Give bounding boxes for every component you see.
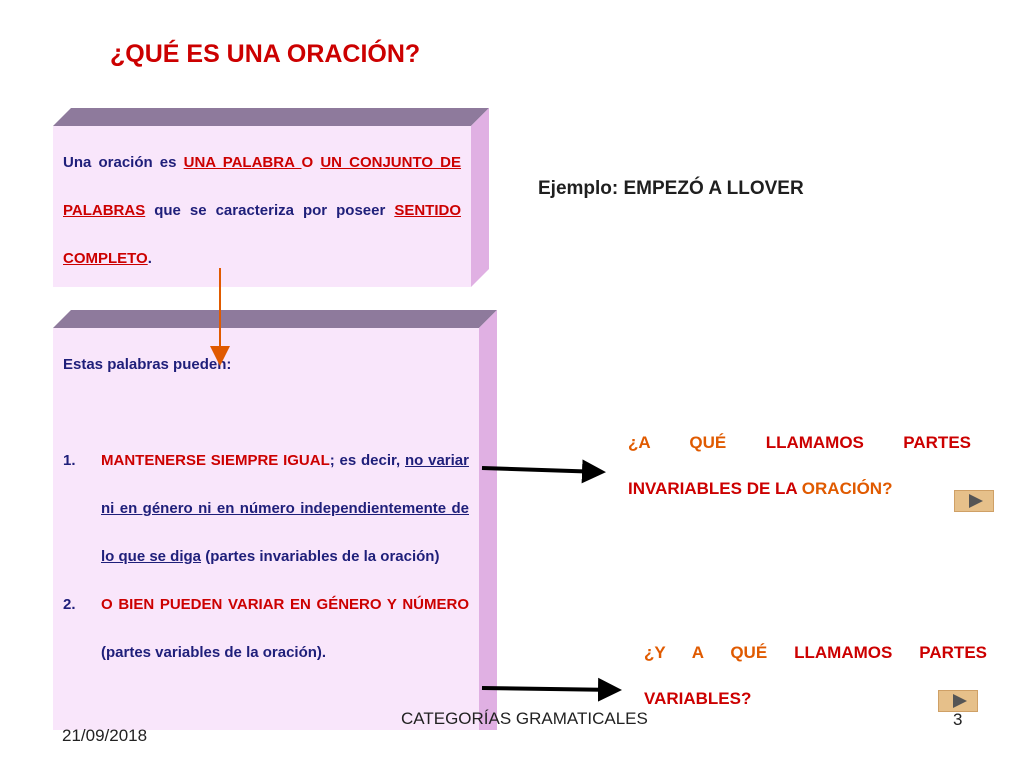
question-variables: ¿Y A QUÉ LLAMAMOS PARTES VARIABLES?	[644, 643, 987, 708]
box1-side-bevel	[471, 108, 489, 287]
explanation-list	[63, 437, 469, 677]
un-conjunto-text: UN CONJUNTO DE PALABRAS	[63, 154, 462, 219]
box2-top-bevel	[53, 310, 497, 328]
definition-box	[53, 126, 471, 287]
play-icon	[969, 494, 983, 508]
explanation-intro: Estas palabras pueden:	[63, 356, 232, 373]
footer-title: CATEGORÍAS GRAMATICALES	[401, 709, 648, 728]
sentido-completo-text: SENTIDO COMPLETO	[63, 202, 461, 267]
play-icon	[953, 694, 967, 708]
page-number: 3	[953, 710, 963, 729]
explanation-box	[53, 328, 479, 730]
arrow-right-icon	[482, 468, 602, 472]
footer-date: 21/09/2018	[62, 726, 148, 745]
list-item: 1. MANTENERSE SIEMPRE IGUAL; es decir, no variar ni en género ni en número independientemente de lo que se diga (partes invariables de la oración)	[63, 452, 469, 565]
play-button[interactable]	[938, 690, 978, 712]
arrow-right-icon	[482, 688, 618, 690]
list-item: 2. O BIEN PUEDEN VARIAR EN GÉNERO Y NÚMERO (partes variables de la oración).	[63, 596, 469, 661]
definition-text: Una oración es UNA PALABRA O UN CONJUNTO DE PALABRAS que se caracteriza por poseer SENTIDO COMPLETO.	[63, 154, 462, 267]
play-button[interactable]	[954, 490, 994, 512]
question-invariables: ¿A QUÉ LLAMAMOS PARTES INVARIABLES DE LA ORACIÓN?	[628, 433, 971, 498]
example-text: Ejemplo: EMPEZÓ A LLOVER	[538, 178, 804, 199]
slide-title: ¿QUÉ ES UNA ORACIÓN?	[110, 40, 421, 68]
box2-side-bevel	[479, 310, 497, 730]
box1-top-bevel	[53, 108, 489, 126]
una-palabra-text: UNA PALABRA	[183, 154, 302, 171]
